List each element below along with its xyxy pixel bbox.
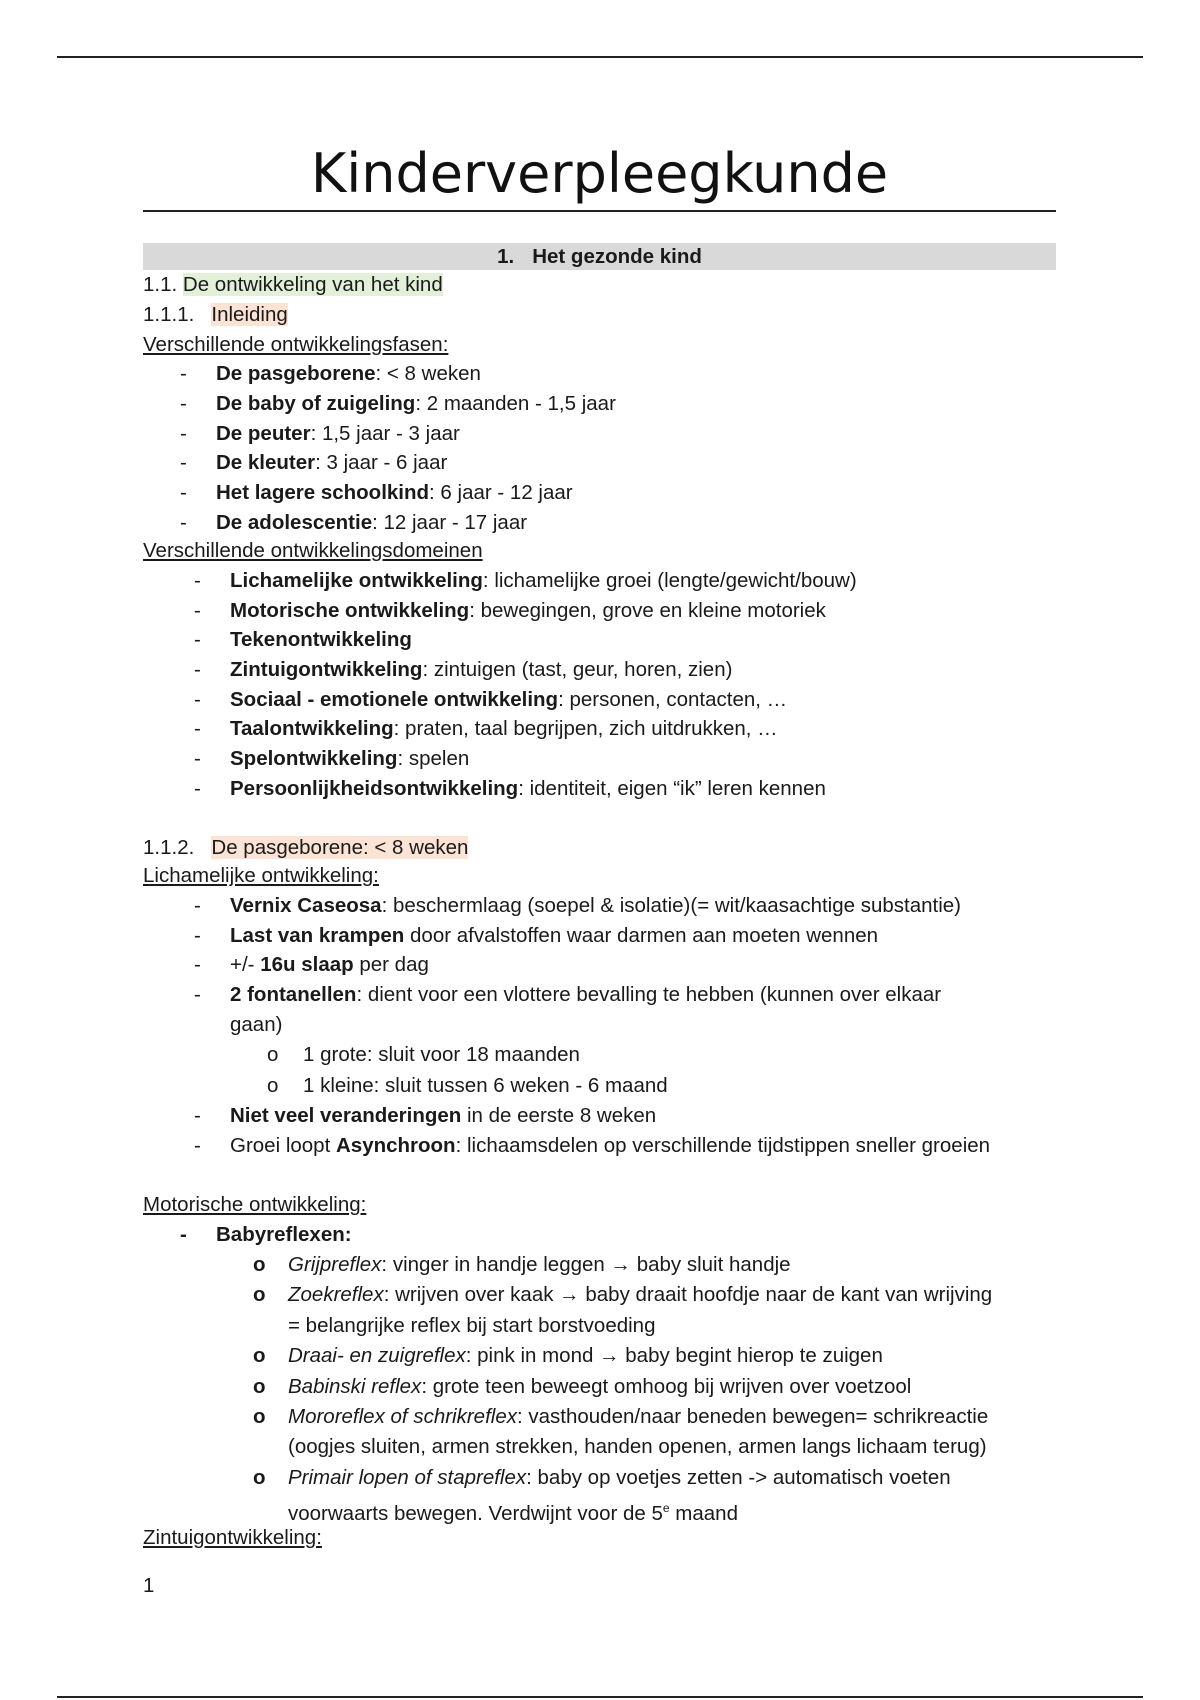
list-item: - — [194, 1134, 201, 1157]
footer-rule — [57, 1696, 1143, 1698]
subsection-heading-2 — [143, 834, 468, 862]
list-item-text: Last van krampen door afvalstoffen waar darmen aan moeten wennen — [230, 924, 879, 947]
list-item-text: Persoonlijkheidsontwikkeling: identiteit, eigen “ik” leren kennen — [230, 777, 826, 800]
sub-bullet: o — [267, 1074, 279, 1097]
list-item-text: Tekenontwikkeling — [230, 628, 412, 651]
zintuig-heading: Zintuigontwikkeling: — [143, 1526, 322, 1549]
list-item: - — [194, 569, 201, 592]
section-title: De ontwikkeling van het kind — [182, 273, 443, 296]
subsection-number: 1.1.1. — [143, 303, 195, 326]
list-item-text: Spelontwikkeling: spelen — [230, 747, 470, 770]
chapter-heading — [143, 243, 1056, 270]
subsection-title: De pasgeborene: < 8 weken — [211, 836, 469, 859]
document-title: Kinderverpleegkunde — [310, 142, 889, 205]
list-item: - — [194, 628, 201, 651]
sub-list-item: Mororeflex of schrikreflex: vasthouden/naar beneden bewegen= schrikreactie — [288, 1405, 989, 1428]
phases-heading: Verschillende ontwikkelingsfasen: — [143, 333, 449, 356]
list-item: - — [194, 777, 201, 800]
list-item-text: Zintuigontwikkeling: zintuigen (tast, geur, horen, zien) — [230, 658, 733, 681]
list-item-text: Sociaal - emotionele ontwikkeling: personen, contacten, … — [230, 688, 788, 711]
list-item-text: De pasgeborene: < 8 weken — [216, 362, 481, 385]
list-item: - — [180, 422, 187, 445]
sub-list-continuation: = belangrijke reflex bij start borstvoeding — [288, 1314, 656, 1337]
list-item-continuation: gaan) — [230, 1013, 283, 1036]
sub-bullet: o — [253, 1253, 266, 1276]
list-item: - — [194, 953, 201, 976]
title-block — [143, 138, 1056, 212]
sub-bullet: o — [253, 1405, 266, 1428]
list-item: - — [180, 451, 187, 474]
sub-bullet: o — [267, 1043, 279, 1066]
list-item: - — [194, 599, 201, 622]
physical-heading: Lichamelijke ontwikkeling: — [143, 864, 379, 887]
list-item: - — [194, 688, 201, 711]
domains-heading: Verschillende ontwikkelingsdomeinen — [143, 539, 483, 562]
list-item: - — [194, 983, 201, 1006]
header-rule — [57, 56, 1143, 58]
section-heading — [143, 271, 443, 299]
list-item: - — [194, 747, 201, 770]
section-number: 1.1. — [143, 273, 178, 296]
chapter-number: 1. — [497, 245, 515, 268]
list-item: - — [194, 924, 201, 947]
list-item-text: Groei loopt Asynchroon: lichaamsdelen op verschillende tijdstippen sneller groeien — [230, 1134, 991, 1157]
list-item-text: De baby of zuigeling: 2 maanden - 1,5 jaar — [216, 392, 616, 415]
subsection-number: 1.1.2. — [143, 836, 195, 859]
list-item-text: Het lagere schoolkind: 6 jaar - 12 jaar — [216, 481, 573, 504]
sub-list-item: 1 kleine: sluit tussen 6 weken - 6 maand — [303, 1074, 668, 1097]
sub-list-item: Zoekreflex: wrijven over kaak → baby draait hoofdje naar de kant van wrijving — [288, 1283, 993, 1306]
list-item: - — [180, 362, 187, 385]
list-item: - — [180, 1223, 187, 1246]
list-item: - — [180, 392, 187, 415]
list-item-text: Lichamelijke ontwikkeling: lichamelijke groei (lengte/gewicht/bouw) — [230, 569, 857, 592]
chapter-title: Het gezonde kind — [532, 245, 702, 268]
page-number: 1 — [143, 1574, 155, 1597]
motor-heading: Motorische ontwikkeling: — [143, 1193, 367, 1216]
list-item: - — [194, 717, 201, 740]
sub-list-continuation: voorwaarts bewegen. Verdwijnt voor de 5e maand — [288, 1501, 738, 1525]
sub-bullet: o — [253, 1344, 266, 1367]
list-item-text: De peuter: 1,5 jaar - 3 jaar — [216, 422, 460, 445]
list-item: - — [194, 658, 201, 681]
sub-bullet: o — [253, 1466, 266, 1489]
sub-list-item: Draai- en zuigreflex: pink in mond → baby begint hierop te zuigen — [288, 1344, 883, 1367]
sub-list-item: 1 grote: sluit voor 18 maanden — [303, 1043, 580, 1066]
list-item-text: Motorische ontwikkeling: bewegingen, grove en kleine motoriek — [230, 599, 826, 622]
list-item-text: Vernix Caseosa: beschermlaag (soepel & isolatie)(= wit/kaasachtige substantie) — [230, 894, 961, 917]
list-item-text: De kleuter: 3 jaar - 6 jaar — [216, 451, 448, 474]
list-item: - — [180, 481, 187, 504]
list-item-text: Babyreflexen: — [216, 1223, 352, 1246]
sub-list-item: Babinski reflex: grote teen beweegt omhoog bij wrijven over voetzool — [288, 1375, 912, 1398]
list-item: - — [194, 1104, 201, 1127]
sub-list-item: Grijpreflex: vinger in handje leggen → baby sluit handje — [288, 1253, 791, 1276]
list-item: - — [194, 894, 201, 917]
subsection-heading-1 — [143, 301, 288, 329]
list-item-text: Taalontwikkeling: praten, taal begrijpen, zich uitdrukken, … — [230, 717, 778, 740]
list-item-text: Niet veel veranderingen in de eerste 8 weken — [230, 1104, 657, 1127]
sub-bullet: o — [253, 1283, 266, 1306]
list-item-text: +/- 16u slaap per dag — [230, 953, 429, 976]
list-item: - — [180, 511, 187, 534]
sub-list-item: Primair lopen of stapreflex: baby op voetjes zetten -> automatisch voeten — [288, 1466, 951, 1489]
list-item-text: De adolescentie: 12 jaar - 17 jaar — [216, 511, 528, 534]
sub-list-continuation: (oogjes sluiten, armen strekken, handen openen, armen langs lichaam terug) — [288, 1435, 987, 1458]
list-item-text: 2 fontanellen: dient voor een vlottere bevalling te hebben (kunnen over elkaar — [230, 983, 942, 1006]
sub-bullet: o — [253, 1375, 266, 1398]
subsection-title: Inleiding — [211, 303, 288, 326]
